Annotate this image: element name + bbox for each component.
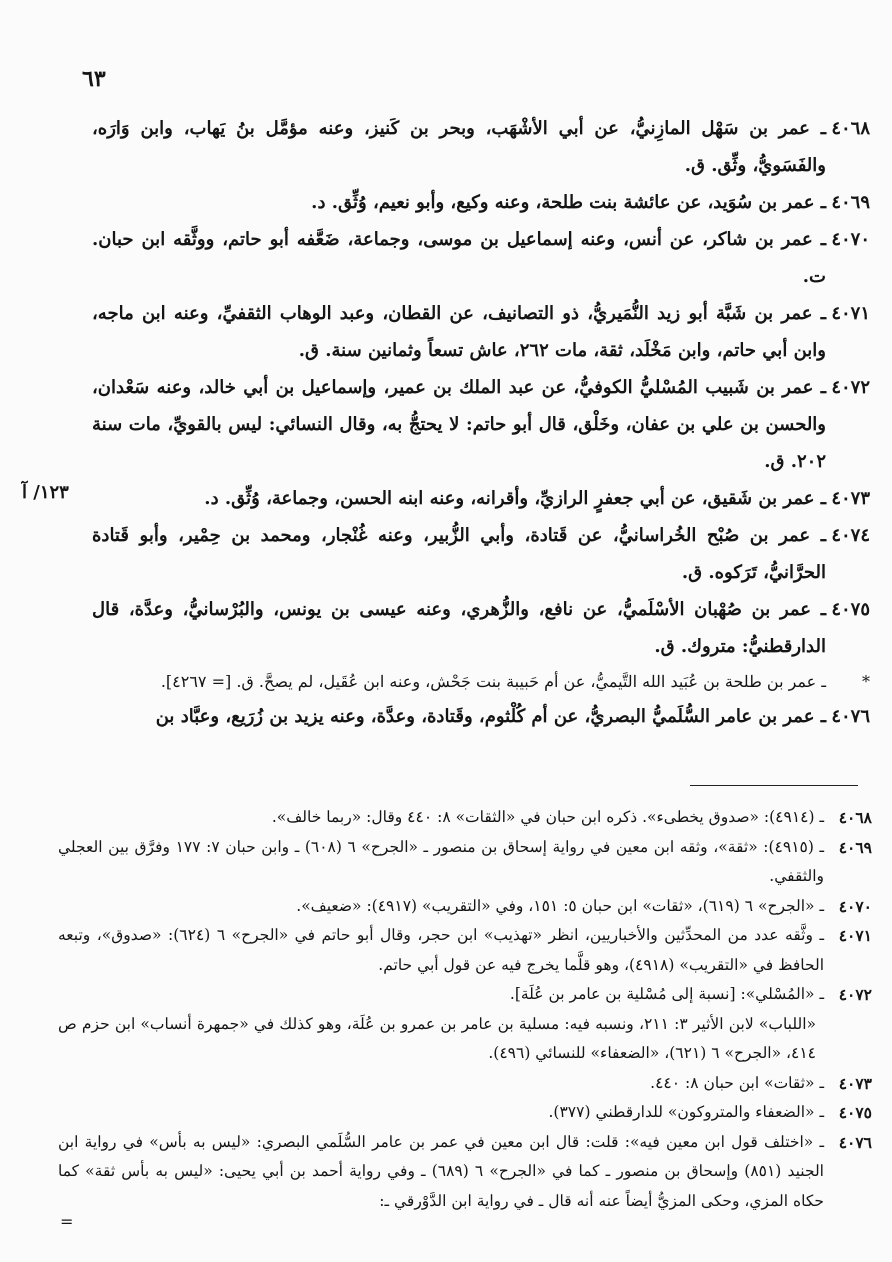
entry-number: ٤٠٧٠	[831, 229, 870, 250]
footnote-number: ٤٠٧١	[838, 926, 872, 945]
entry-text: ـ عمر بن شَقيق، عن أبي جعفرٍ الرازيِّ، وأقرانه، وعنه ابنه الحسن، وجماعة، وُثِّق. د.	[204, 488, 826, 509]
footnote-number: ٤٠٦٨	[838, 808, 872, 827]
entry-text: ـ عمر بن سُوَيد، عن عائشة بنت طلحة، وعنه وكيع، وأبو نعيم، وُثِّق. د.	[311, 192, 826, 213]
footnote-text: «اللباب» لابن الأثير ٣: ٢١١، ونسبه فيه: مسلية بن عامر بن عمرو بن عُلَة، وهو كذلك في «جمهرة أنساب» ابن حزم ص ٤١٤، «الجرح» ٦ (٦٢١)، «الضعفاء» للنسائي (٤٩٦).	[58, 1014, 816, 1062]
entry-4069	[92, 184, 870, 221]
footnote-number: ٤٠٧٠	[838, 896, 872, 916]
footnote-number: ٤٠٧٥	[838, 1103, 872, 1122]
continuation-mark: =	[60, 1212, 74, 1231]
footnote-4071	[58, 921, 872, 980]
footnote-number: ٤٠٧٢	[838, 985, 872, 1004]
page-number: ٦٣	[82, 66, 106, 92]
entry-number: ٤٠٧٥	[831, 599, 870, 620]
footnote-4072-continued	[58, 1010, 872, 1069]
entry-number: ٤٠٧٣	[831, 488, 870, 509]
entry-text: ـ عمر بن شاكر، عن أنس، وعنه إسماعيل بن موسى، وجماعة، ضَعَّفه أبو حاتم، ووثَّقه ابن حبان. ت.	[92, 229, 826, 287]
entry-text: ـ عمر بن صُهْبان الأسْلَميُّ، عن نافع، والزُّهري، وعنه عيسى بن يونس، والبُرْسانيُّ، وعدَّة، قال الدارقطنيُّ: متروك. ق.	[92, 599, 826, 657]
main-text	[92, 110, 870, 735]
footnote-4073	[58, 1069, 872, 1099]
footnote-4068	[58, 803, 872, 833]
entry-number: ٤٠٧٤	[831, 525, 870, 546]
entry-4073	[92, 480, 870, 517]
entry-text: ـ عمر بن عامر السُّلَميُّ البصريُّ، عن أم كُلْثوم، وقَتادة، وعدَّة، وعنه يزيد بن زُرَيع، وعبَّاد بن	[155, 706, 826, 727]
footnote-4070	[58, 892, 872, 922]
footnote-text: ـ «الجرح» ٦ (٦١٩)، «ثقات» ابن حبان ٥: ١٥١، وفي «التقريب» (٤٩١٧): «ضعيف».	[296, 896, 824, 915]
entry-number: ٤٠٦٩	[831, 192, 870, 213]
footnote-number: ٤٠٧٦	[838, 1132, 872, 1152]
footnote-text: ـ (٤٩١٥): «ثقة»، وثقه ابن معين في رواية إسحاق بن منصور ـ «الجرح» ٦ (٦٠٨) ـ وابن حبان ٧: ١٧٧ وفرَّق بين العجلي والثقفي.	[58, 837, 825, 885]
footnote-text: ـ وثَّقه عدد من المحدِّثين والأخباريين، انظر «تهذيب» ابن حجر، وقال أبو حاتم في «الجرح» ٦ (٦٢٤): «صدوق»، وتبعه الحافظ في «التقريب» (٤٩١٨)، وهو قلَّما يخرج فيه عن قول أبي حاتم.	[58, 926, 825, 974]
entry-4074	[92, 517, 870, 591]
footnote-4075	[58, 1098, 872, 1128]
entry-4071	[92, 295, 870, 369]
entry-number: ٤٠٦٨	[831, 118, 870, 139]
footnote-text: ـ «ثقات» ابن حبان ٨: ٤٤٠.	[650, 1073, 824, 1092]
footnote-4072	[58, 980, 872, 1010]
footnote-number: ٤٠٧٣	[838, 1073, 872, 1093]
entry-4068	[92, 110, 870, 184]
entry-text: ـ عمر بن شَبيب المُسْليُّ الكوفيُّ، عن عبد الملك بن عمير، وإسماعيل بن أبي خالد، وعنه سَعْدان، والحسن بن علي بن عفان، وخَلْق، قال أبو حاتم: لا يحتجُّ به، وقال النسائي: ليس بالقويِّ، مات سنة ٢٠٢. ق.	[92, 377, 826, 472]
footnotes	[58, 803, 872, 1216]
entry-text: ـ عمر بن صُبْح الخُراسانيُّ، عن قَتادة، وأبي الزُّبير، وعنه غُنْجار، ومحمد بن حِمْير، وأبو قَتادة الحرَّانيُّ، تَرَكوه. ق.	[92, 525, 826, 583]
entry-star	[92, 665, 870, 698]
entry-number: *	[862, 672, 870, 691]
footnote-text: ـ «اختلف قول ابن معين فيه»: قلت: قال ابن معين في عمر بن عامر السُّلَمي البصري: «ليس به بأس» في رواية ابن الجنيد (٨٥١) وإسحاق بن منصور ـ كما في «الجرح» ٦ (٦٨٩) ـ وفي رواية أحمد بن أبي يحيى: «ليس به بأس ثقة» كما حكاه المزي، وحكى المزيُّ أيضاً عنه أنه قال ـ في رواية ابن الدَّوْرقي ـ:	[58, 1132, 824, 1210]
entry-text: ـ عمر بن سَهْل المازِنيُّ، عن أبي الأشْهَب، وبحر بن كَنيز، وعنه مؤمَّل بنُ يَهاب، وابن وَارَه، والفَسَويُّ، وثِّق. ق.	[92, 118, 826, 176]
entry-number: ٤٠٧٦	[831, 706, 870, 727]
entry-4076	[92, 698, 870, 735]
footnote-text: ـ «المُسْلي»: [نسبة إلى مُسْلية بن عامر بن عُلَة].	[509, 985, 824, 1003]
entry-number: ٤٠٧١	[831, 303, 870, 324]
entry-text: ـ عمر بن طلحة بن عُبَيد الله التَّيميُّ، عن أم حَبيبة بنت جَحْش، وعنه ابن عُقَيل، لم يصحَّ. ق. [= ٤٢٦٧].	[160, 672, 826, 691]
entry-4075	[92, 591, 870, 665]
entry-4072	[92, 369, 870, 480]
footnote-4069	[58, 833, 872, 892]
entry-4070	[92, 221, 870, 295]
footnote-number: ٤٠٦٩	[838, 837, 872, 857]
entry-number: ٤٠٧٢	[831, 377, 870, 398]
entry-text: ـ عمر بن شَبَّة أبو زيد النُّمَيريُّ، ذو التصانيف، عن القطان، وعبد الوهاب الثقفيِّ، وعنه ابن ماجه، وابن أبي حاتم، وابن مَخْلَد، ثقة، مات ٢٦٢، عاش تسعاً وثمانين سنة. ق.	[92, 303, 826, 361]
footnote-separator	[690, 785, 858, 786]
footnote-text: ـ (٤٩١٤): «صدوق يخطىء». ذكره ابن حبان في «الثقات» ٨: ٤٤٠ وقال: «ربما خالف».	[271, 808, 824, 826]
footnote-4076	[58, 1128, 872, 1217]
footnote-text: ـ «الضعفاء والمتروكون» للدارقطني (٣٧٧).	[548, 1103, 824, 1121]
side-note: ١٢٣/ آ	[22, 482, 69, 503]
